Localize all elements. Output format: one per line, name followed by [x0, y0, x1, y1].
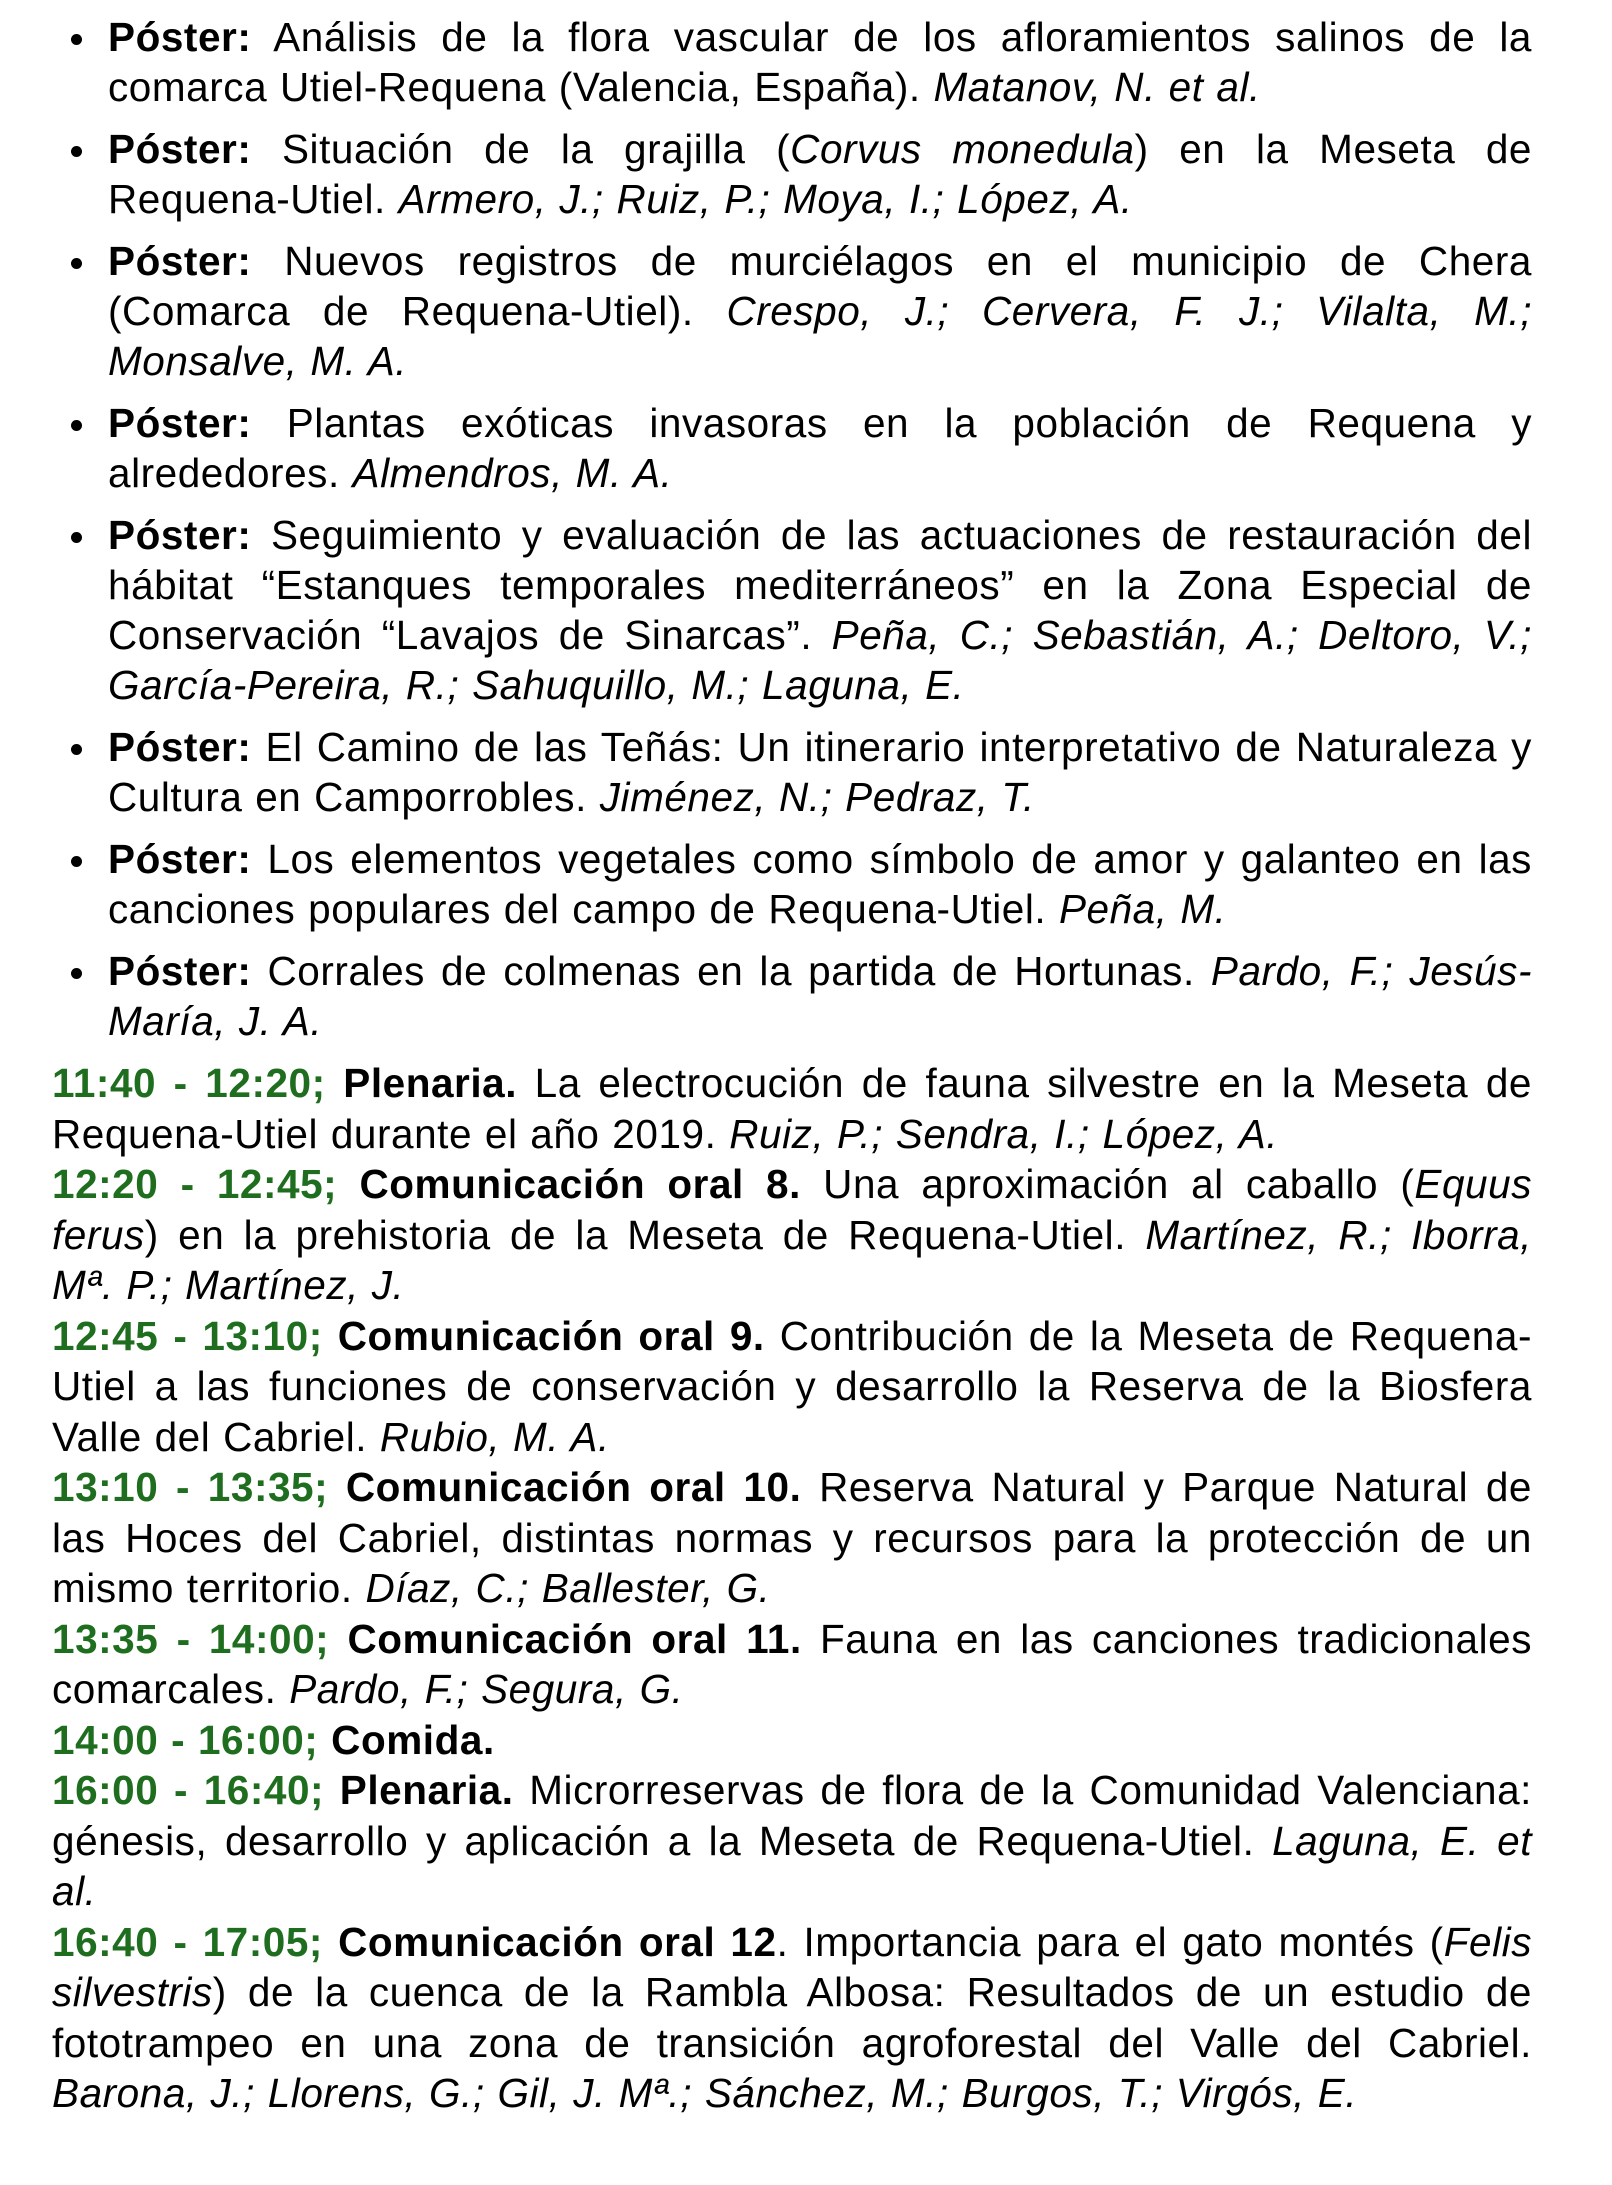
poster-authors-or-taxon: Peña, C.; Sebastián, A.; Deltoro, V.; García-Pereira, R.; Sahuquillo, M.; Laguna, E. [108, 612, 1532, 708]
session-type: Comunicación oral 11. [329, 1615, 802, 1662]
poster-authors-or-taxon: Pardo, F.; Jesús-María, J. A. [108, 948, 1532, 1044]
session-type: Comunicación oral 12 [322, 1918, 777, 1965]
session-authors-or-taxon: Rubio, M. A. [379, 1413, 610, 1460]
poster-item [108, 124, 1532, 224]
session-type: Comida. [318, 1716, 495, 1763]
poster-label: Póster: [108, 836, 252, 882]
schedule-entry [52, 1917, 1532, 2119]
poster-label: Póster: [108, 512, 252, 558]
schedule-entry [52, 1159, 1532, 1311]
session-title-text: Microrreservas de flora de la Comunidad Valenciana: génesis, desarrollo y aplicación a la Meseta de Requena-Utiel. [52, 1767, 1532, 1864]
poster-item [108, 834, 1532, 934]
session-authors-or-taxon: Díaz, C.; Ballester, G. [365, 1565, 771, 1611]
session-title-text: Reserva Natural y Parque Natural de las Hoces del Cabriel, distintas normas y recursos para la protección de un mismo territorio. [52, 1464, 1532, 1611]
poster-label: Póster: [108, 238, 252, 284]
session-title-text: ) en la prehistoria de la Meseta de Requena-Utiel. [144, 1211, 1146, 1258]
schedule-entry [52, 1765, 1532, 1917]
session-title-text: La electrocución de fauna silvestre en la Meseta de Requena-Utiel durante el año 2019. [52, 1060, 1532, 1157]
poster-item [108, 722, 1532, 822]
poster-title-text: ) en la Meseta de Requena-Utiel. [108, 126, 1533, 222]
session-title-text: Una aproximación al caballo ( [800, 1161, 1415, 1207]
poster-label: Póster: [108, 126, 252, 172]
session-time: 14:00 - 16:00; [52, 1716, 319, 1763]
poster-item [108, 236, 1532, 386]
poster-authors-or-taxon: Corvus monedula [790, 126, 1135, 172]
poster-authors-or-taxon: Peña, M. [1058, 886, 1227, 932]
poster-title-text: Los elementos vegetales como símbolo de amor y galanteo en las canciones populares del campo de Requena-Utiel. [108, 836, 1532, 932]
session-type: Comunicación oral 9. [322, 1312, 765, 1359]
poster-title-text: Seguimiento y evaluación de las actuaciones de restauración del hábitat “Estanques temporales mediterráneos” en la Zona Especial de Conservación “Lavajos de Sinarcas”. [108, 512, 1532, 658]
poster-title-text: El Camino de las Teñás: Un itinerario interpretativo de Naturaleza y Cultura en Camporrobles. [108, 724, 1532, 820]
session-time: 13:35 - 14:00; [52, 1615, 330, 1662]
session-time: 16:40 - 17:05; [52, 1918, 323, 1965]
schedule-entry [52, 1311, 1532, 1463]
session-time: 12:20 - 12:45; [52, 1161, 338, 1207]
session-title-text: Fauna en las canciones tradicionales comarcales. [52, 1615, 1532, 1712]
poster-item [108, 398, 1532, 498]
schedule [52, 1058, 1532, 2119]
session-authors-or-taxon: Barona, J.; Llorens, G.; Gil, J. Mª.; Sánchez, M.; Burgos, T.; Virgós, E. [52, 2070, 1358, 2116]
session-authors-or-taxon: Pardo, F.; Segura, G. [289, 1666, 684, 1712]
poster-authors-or-taxon: Armero, J.; Ruiz, P.; Moya, I.; López, A. [398, 176, 1133, 222]
session-title-text: . Importancia para el gato montés ( [776, 1918, 1444, 1965]
session-type: Comunicación oral 8. [337, 1161, 801, 1207]
session-authors-or-taxon: Martínez, R.; Iborra, Mª. P.; Martínez, J. [52, 1211, 1532, 1308]
session-authors-or-taxon: Equus ferus [52, 1161, 1532, 1258]
poster-title-text: Nuevos registros de murciélagos en el municipio de Chera (Comarca de Requena-Utiel). [108, 238, 1532, 334]
session-type: Comunicación oral 10. [328, 1464, 802, 1510]
session-authors-or-taxon: Felis silvestris [52, 1918, 1532, 2015]
poster-title-text: Plantas exóticas invasoras en la población de Requena y alrededores. [108, 400, 1532, 496]
poster-authors-or-taxon: Jiménez, N.; Pedraz, T. [599, 774, 1035, 820]
schedule-entry [52, 1715, 1532, 1766]
poster-label: Póster: [108, 724, 252, 770]
poster-authors-or-taxon: Matanov, N. et al. [933, 64, 1261, 110]
poster-authors-or-taxon: Almendros, M. A. [352, 450, 673, 496]
session-type: Plenaria. [324, 1767, 514, 1813]
session-time: 12:45 - 13:10; [52, 1312, 323, 1359]
session-time: 13:10 - 13:35; [52, 1464, 329, 1510]
poster-authors-or-taxon: Crespo, J.; Cervera, F. J.; Vilalta, M.; Monsalve, M. A. [108, 288, 1533, 384]
session-title-text: ) de la cuenca de la Rambla Albosa: Resultados de un estudio de fototrampeo en una zona de transición agroforestal del Valle del Cabriel. [52, 1969, 1532, 2066]
poster-title-text: Corrales de colmenas en la partida de Hortunas. [251, 948, 1211, 994]
poster-title-text: Situación de la grajilla ( [251, 126, 791, 172]
schedule-entry [52, 1058, 1532, 1159]
schedule-entry [52, 1614, 1532, 1715]
session-type: Plenaria. [325, 1060, 518, 1106]
poster-list [52, 12, 1532, 1046]
poster-item [108, 510, 1532, 710]
session-title-text: Contribución de la Meseta de Requena-Utiel a las funciones de conservación y desarrollo la Reserva de la Biosfera Valle del Cabriel. [52, 1312, 1532, 1460]
session-authors-or-taxon: Laguna, E. et al. [52, 1817, 1532, 1914]
session-time: 11:40 - 12:20; [52, 1060, 326, 1106]
session-time: 16:00 - 16:40; [52, 1767, 325, 1813]
session-authors-or-taxon: Ruiz, P.; Sendra, I.; López, A. [729, 1110, 1279, 1157]
poster-label: Póster: [108, 14, 252, 60]
poster-label: Póster: [108, 948, 252, 994]
poster-label: Póster: [108, 400, 252, 446]
poster-item [108, 946, 1532, 1046]
poster-title-text: Análisis de la flora vascular de los afloramientos salinos de la comarca Utiel-Requena (Valencia, España). [108, 14, 1532, 110]
schedule-entry [52, 1462, 1532, 1614]
poster-item [108, 12, 1532, 112]
